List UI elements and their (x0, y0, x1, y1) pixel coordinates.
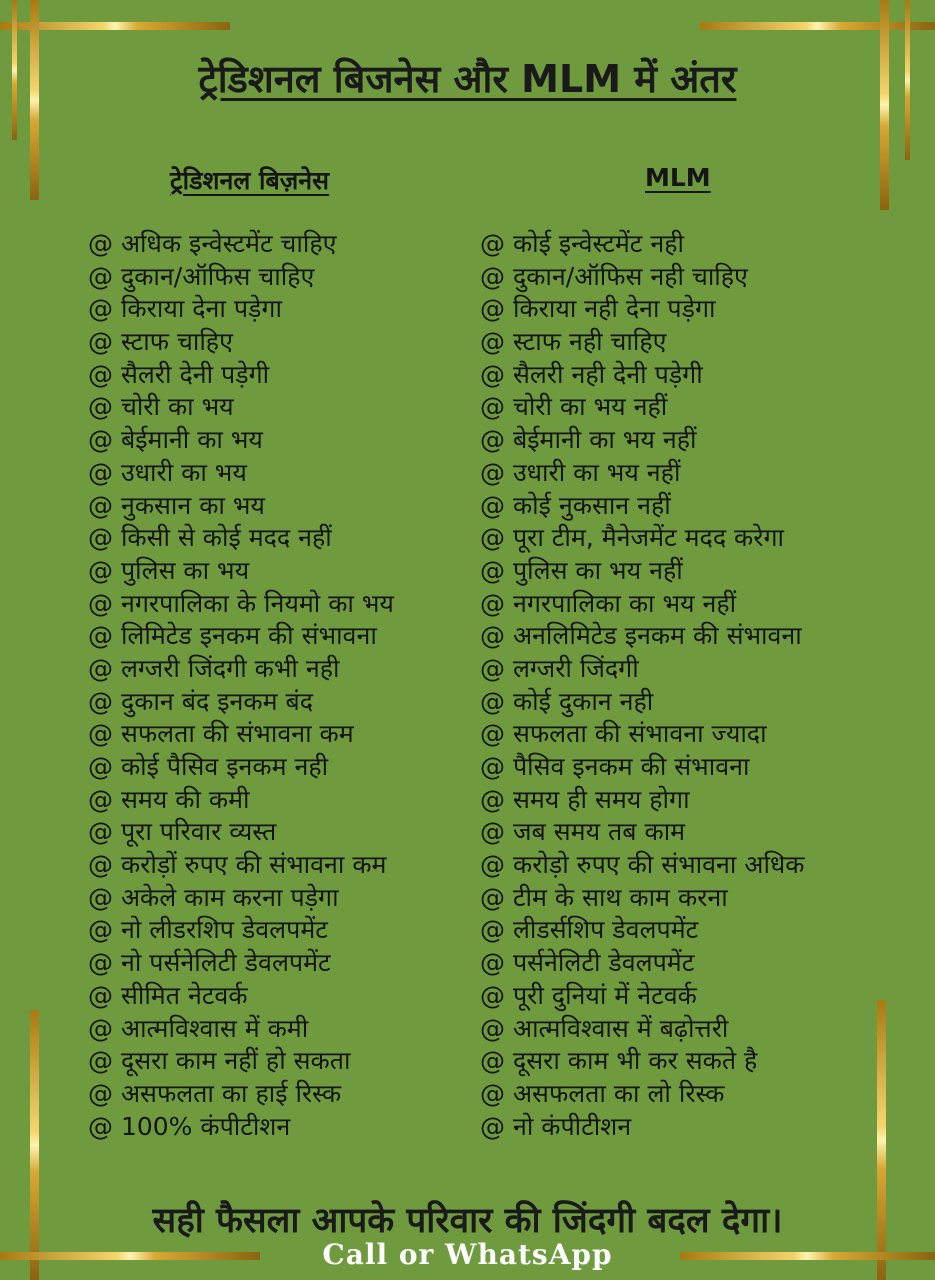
traditional-business-item: @ उधारी का भय (88, 457, 394, 490)
traditional-business-item: @ बेईमानी का भय (88, 424, 394, 457)
mlm-list (480, 228, 805, 1143)
mlm-item: @ आत्मविश्वास में बढ़ोत्तरी (480, 1013, 805, 1046)
mlm-item: @ पूरी दुनियां में नेटवर्क (480, 980, 805, 1013)
traditional-business-item: @ पूरा परिवार व्यस्त (88, 816, 394, 849)
page-title: ट्रेडिशनल बिजनेस और MLM में अंतर (198, 57, 737, 101)
mlm-item: @ समय ही समय होगा (480, 784, 805, 817)
mlm-item: @ कोई दुकान नही (480, 686, 805, 719)
mlm-item: @ टीम के साथ काम करना (480, 882, 805, 915)
mlm-item: @ कोई नुकसान नहीं (480, 490, 805, 523)
mlm-item: @ पुलिस का भय नहीं (480, 555, 805, 588)
mlm-item: @ नगरपालिका का भय नहीं (480, 588, 805, 621)
traditional-business-item: @ अधिक इन्वेस्टमेंट चाहिए (88, 228, 394, 261)
frame-top-right-bar (700, 22, 935, 30)
traditional-business-item: @ नुकसान का भय (88, 490, 394, 523)
traditional-business-item: @ कोई पैसिव इनकम नही (88, 751, 394, 784)
mlm-item: @ दुकान/ऑफिस नही चाहिए (480, 261, 805, 294)
frame-right-bar (880, 0, 889, 210)
traditional-business-item: @ लग्जरी जिंदगी कभी नही (88, 653, 394, 686)
traditional-business-item: @ नो लीडरशिप डेवलपमेंट (88, 914, 394, 947)
mlm-item: @ कोई इन्वेस्टमेंट नही (480, 228, 805, 261)
traditional-business-item: @ नो पर्सनेलिटी डेवलपमेंट (88, 947, 394, 980)
traditional-business-item: @ सैलरी देनी पड़ेगी (88, 359, 394, 392)
traditional-business-item: @ सफलता की संभावना कम (88, 718, 394, 751)
mlm-item: @ पर्सनेलिटी डेवलपमेंट (480, 947, 805, 980)
mlm-item: @ स्टाफ नही चाहिए (480, 326, 805, 359)
mlm-item: @ सफलता की संभावना ज्यादा (480, 718, 805, 751)
mlm-item: @ सैलरी नही देनी पड़ेगी (480, 359, 805, 392)
mlm-item: @ लग्जरी जिंदगी (480, 653, 805, 686)
mlm-item: @ नो कंपीटीशन (480, 1111, 805, 1144)
traditional-business-list (88, 228, 394, 1143)
traditional-business-item: @ समय की कमी (88, 784, 394, 817)
mlm-item: @ पूरा टीम, मैनेजमेंट मदद करेगा (480, 522, 805, 555)
mlm-item: @ बेईमानी का भय नहीं (480, 424, 805, 457)
mlm-item: @ असफलता का लो रिस्क (480, 1078, 805, 1111)
traditional-business-item: @ नगरपालिका के नियमो का भय (88, 588, 394, 621)
traditional-business-item: @ दुकान/ऑफिस चाहिए (88, 261, 394, 294)
mlm-item: @ उधारी का भय नहीं (480, 457, 805, 490)
mlm-item: @ दूसरा काम भी कर सकते है (480, 1045, 805, 1078)
mlm-item: @ किराया नही देना पड़ेगा (480, 293, 805, 326)
traditional-business-item: @ दुकान बंद इनकम बंद (88, 686, 394, 719)
mlm-item: @ पैसिव इनकम की संभावना (480, 751, 805, 784)
call-or-whatsapp-label: Call or WhatsApp (322, 1238, 613, 1271)
traditional-business-item: @ स्टाफ चाहिए (88, 326, 394, 359)
left-column-header: ट्रेडिशनल बिज़नेस (170, 166, 330, 195)
traditional-business-item: @ पुलिस का भय (88, 555, 394, 588)
mlm-item: @ करोड़ो रुपए की संभावना अधिक (480, 849, 805, 882)
traditional-business-item: @ किराया देना पड़ेगा (88, 293, 394, 326)
traditional-business-item: @ चोरी का भय (88, 391, 394, 424)
mlm-item: @ जब समय तब काम (480, 816, 805, 849)
traditional-business-item: @ सीमित नेटवर्क (88, 980, 394, 1013)
mlm-item: @ चोरी का भय नहीं (480, 391, 805, 424)
traditional-business-item: @ 100% कंपीटीशन (88, 1111, 394, 1144)
traditional-business-item: @ दूसरा काम नहीं हो सकता (88, 1045, 394, 1078)
traditional-business-item: @ अकेले काम करना पड़ेगा (88, 882, 394, 915)
footer-slogan: सही फैसला आपके परिवार की जिंदगी बदल देगा। (152, 1201, 783, 1241)
traditional-business-item: @ लिमिटेड इनकम की संभावना (88, 620, 394, 653)
traditional-business-item: @ आत्मविश्वास में कमी (88, 1013, 394, 1046)
mlm-item: @ अनलिमिटेड इनकम की संभावना (480, 620, 805, 653)
mlm-item: @ लीडर्सशिप डेवलपमेंट (480, 914, 805, 947)
right-column-header: MLM (645, 163, 711, 192)
traditional-business-item: @ असफलता का हाई रिस्क (88, 1078, 394, 1111)
traditional-business-item: @ करोड़ों रुपए की संभावना कम (88, 849, 394, 882)
traditional-business-item: @ किसी से कोई मदद नहीं (88, 522, 394, 555)
